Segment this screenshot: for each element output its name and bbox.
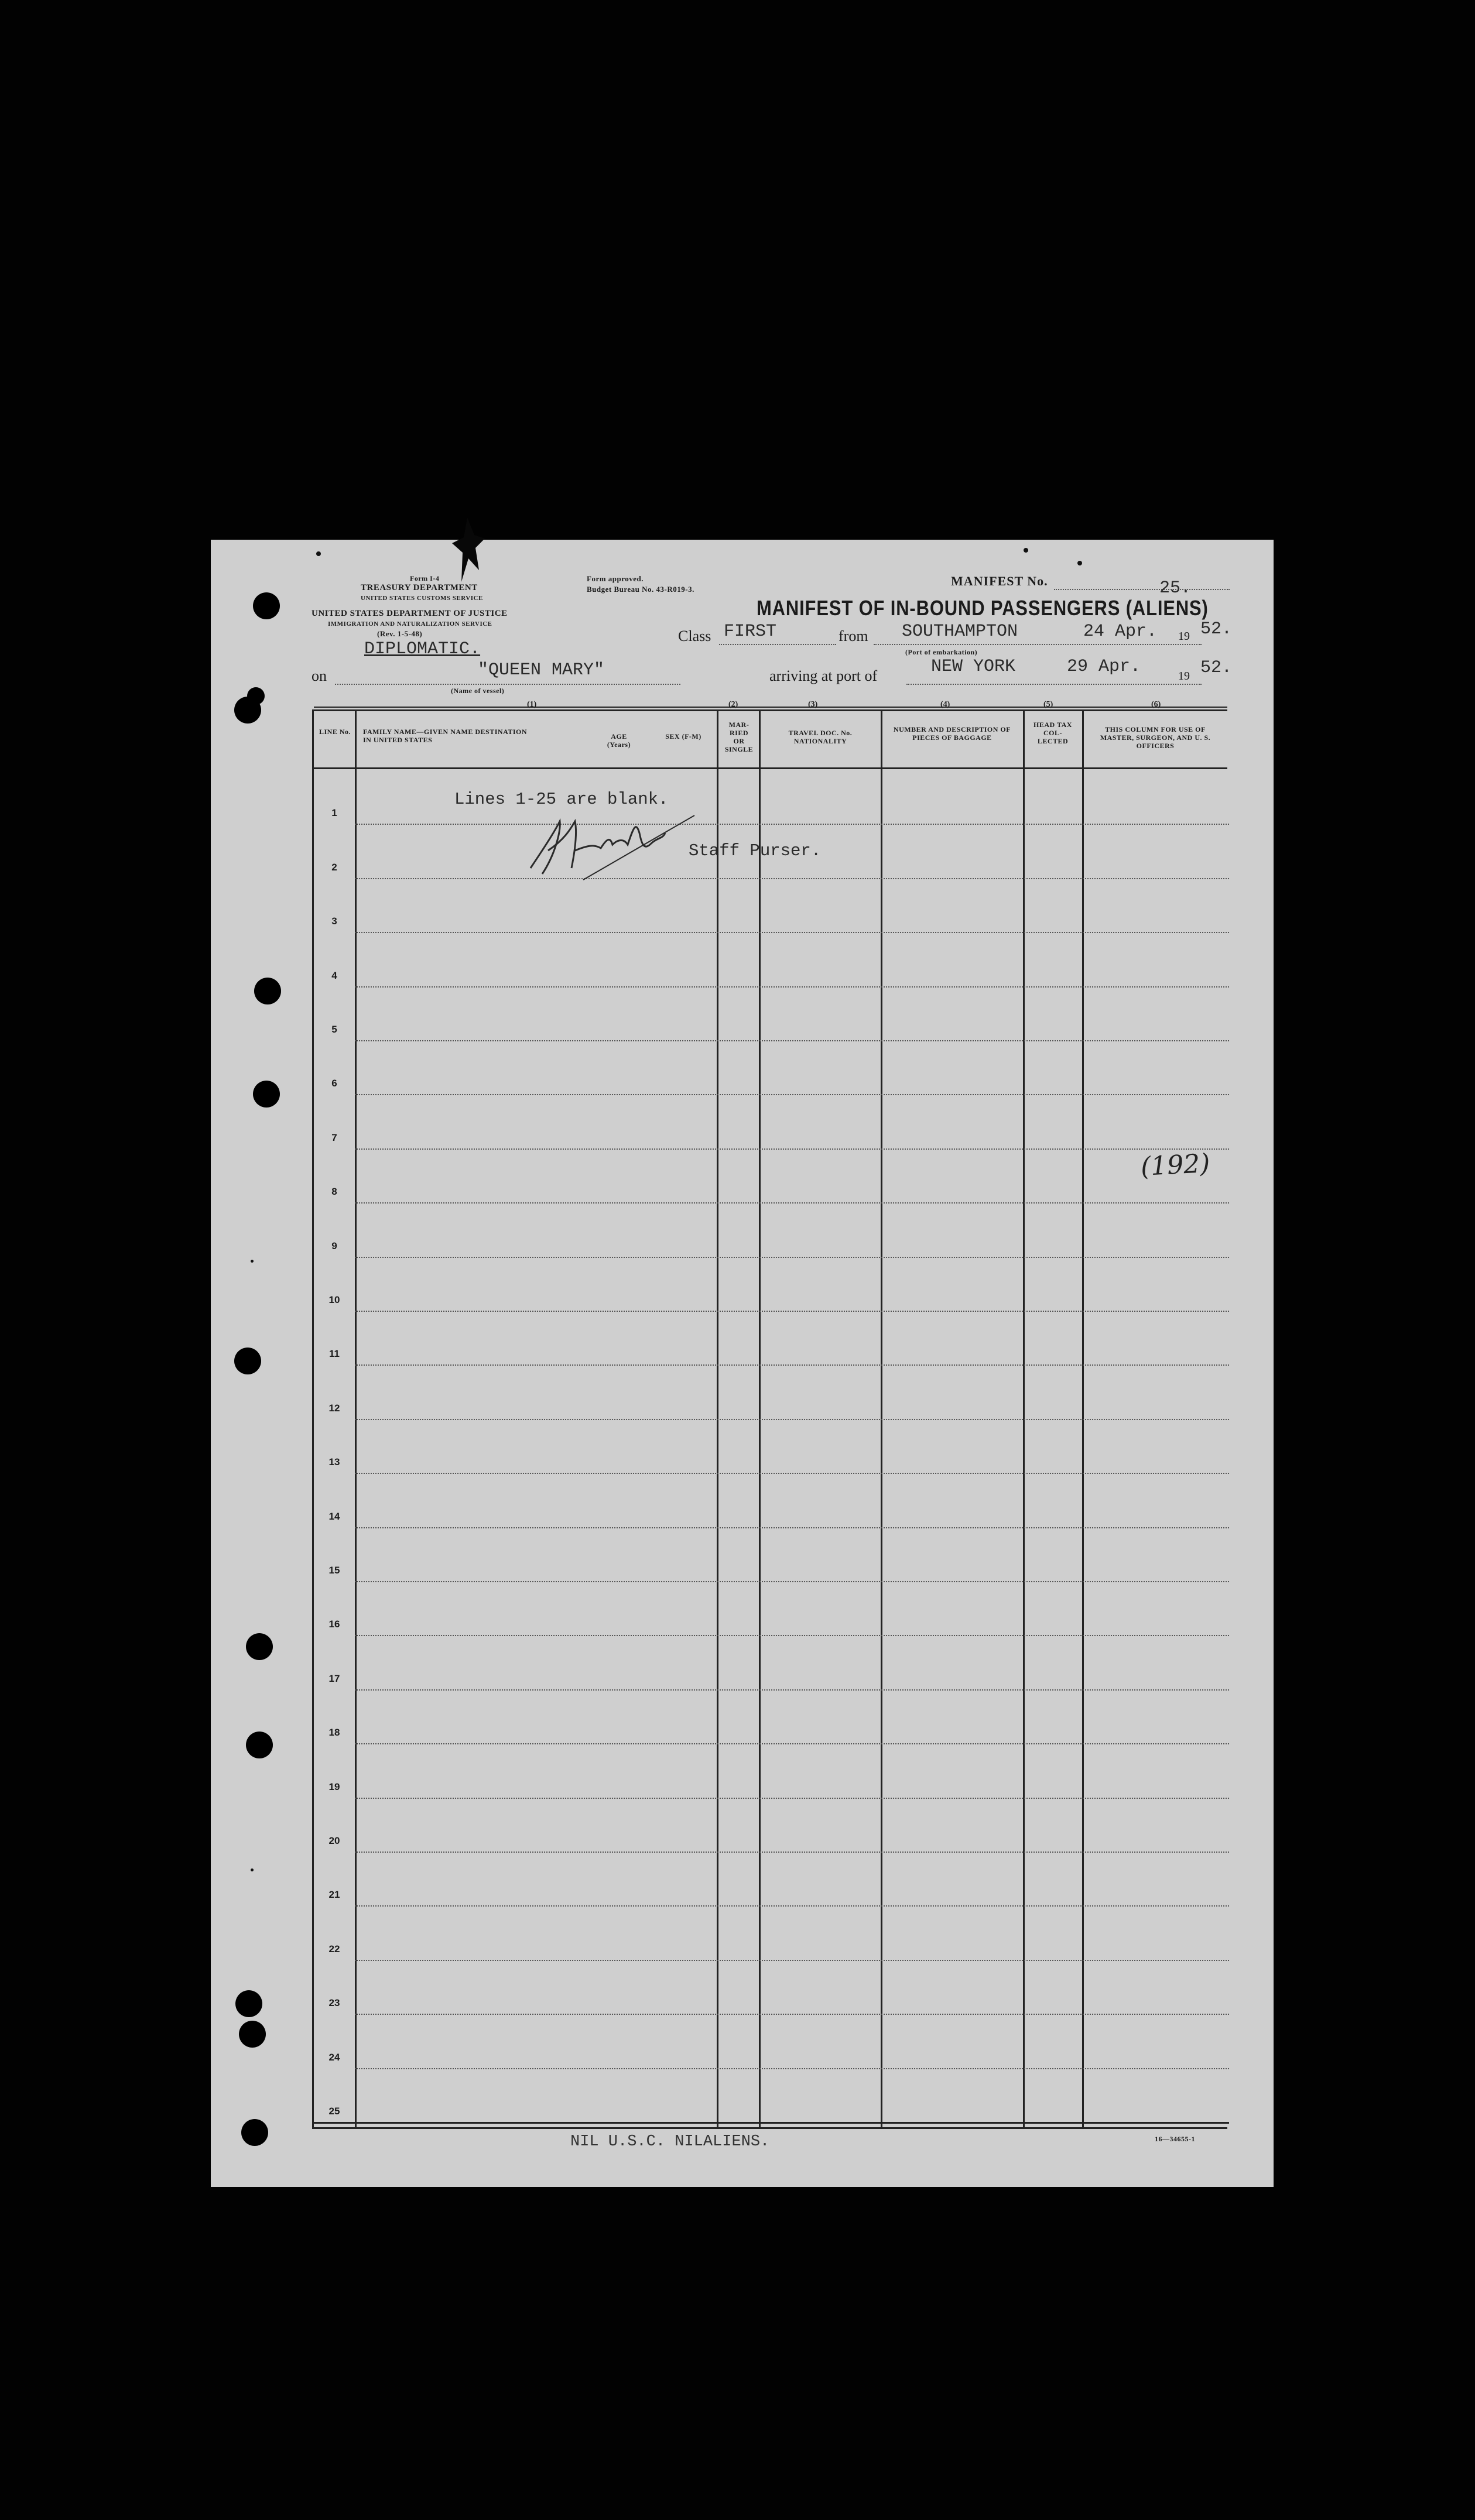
year-prefix: 19 [1178,630,1190,643]
ink-blot [451,517,486,588]
line-number: 12 [328,1402,340,1414]
specks [251,1868,254,1871]
from-date-value: 24 Apr. [1083,622,1158,642]
table-row [355,1960,1229,1961]
table-row [355,1202,1229,1204]
punch-hole [235,1990,262,2017]
column-number: (5) [1043,700,1053,709]
punch-hole [254,978,281,1004]
column-number: (1) [527,700,537,709]
customs-service: UNITED STATES CUSTOMS SERVICE [361,595,483,602]
line-number: 18 [328,1727,340,1739]
line-number: 8 [331,1186,337,1198]
port-embarkation-caption: (Port of embarkation) [905,648,978,656]
budget-bureau: Budget Bureau No. 43-R019-3. [587,585,694,594]
table-row [355,1905,1229,1907]
line-number: 11 [329,1348,340,1360]
line-number: 13 [328,1456,340,1468]
table-row [355,1040,1229,1041]
footer-code: 16—34655-1 [1155,2135,1195,2143]
header-line-no: LINE No. [319,728,351,736]
specks [1024,548,1028,553]
table-row [355,1094,1229,1095]
header-baggage: NUMBER AND DESCRIPTION OF PIECES OF BAGGAGE [893,725,1011,742]
from-label: from [839,628,868,644]
header-married: MAR-RIED OR SINGLE [724,721,754,753]
header-age: AGE (Years) [607,732,631,749]
manifest-title: MANIFEST OF IN-BOUND PASSENGERS (ALIENS) [757,596,1209,620]
arrival-line [906,684,1202,685]
line-number: 17 [328,1672,340,1684]
line-number: 6 [331,1078,337,1089]
table-row [355,2068,1229,2069]
line-number: 22 [328,1943,340,1955]
line-number: 15 [328,1565,340,1576]
table-row [355,1852,1229,1853]
header-sex: SEX (F-M) [665,732,701,740]
line-number: 9 [331,1240,337,1252]
justice-dept: UNITED STATES DEPARTMENT OF JUSTICE [312,609,508,618]
header-rule [314,767,1227,769]
category-value: DIPLOMATIC. [364,639,481,659]
form-number: Form I-4 [410,574,440,582]
table-row [355,1635,1229,1636]
line-number: 19 [328,1781,340,1792]
punch-hole [241,2119,268,2146]
table-row [314,2122,1229,2124]
line-number: 24 [328,2051,340,2063]
manifest-no-line [1054,589,1230,590]
from-line [874,644,1202,645]
arrival-year-value: 52. [1200,658,1233,678]
table-row [355,878,1229,879]
specks [251,1260,254,1263]
vessel-value: "QUEEN MARY" [478,660,605,680]
arriving-label: arriving at port of [769,667,878,684]
staff-purser-title: Staff Purser. [689,841,822,860]
line-number: 5 [331,1024,337,1035]
column-number: (4) [940,700,950,709]
from-year-value: 52. [1200,619,1233,639]
class-value: FIRST [724,622,777,642]
table-row [355,1581,1229,1582]
revision: (Rev. 1-5-48) [377,629,423,638]
class-line [719,644,836,645]
year-prefix: 19 [1178,670,1190,683]
line-number: 2 [331,861,337,873]
footer-note: NIL U.S.C. NILALIENS. [570,2133,770,2151]
form-approved: Form approved. [587,574,644,583]
table-row [355,1364,1229,1366]
class-label: Class [678,628,711,644]
table-top-rule [314,707,1227,708]
passenger-table [312,709,1227,2129]
on-label: on [312,667,327,684]
table-row [355,1419,1229,1420]
header-name: FAMILY NAME—GIVEN NAME DESTINATION IN UNITED STATES [363,728,528,744]
table-row [355,1689,1229,1691]
table-row [355,1257,1229,1258]
treasury-dept: TREASURY DEPARTMENT [361,583,478,592]
table-row [355,932,1229,933]
manifest-no-label: MANIFEST No. [951,574,1048,588]
blank-lines-note: Lines 1-25 are blank. [454,790,669,809]
line-number: 1 [331,807,337,819]
line-number: 21 [328,1889,340,1901]
manifest-no-value: 25. [1159,578,1192,598]
punch-hole [253,592,280,619]
table-row [355,986,1229,988]
line-number: 20 [328,1835,340,1846]
vessel-caption: (Name of vessel) [451,687,505,695]
table-row [355,1743,1229,1744]
table-row [355,1798,1229,1799]
line-number: 25 [328,2106,340,2117]
table-row [355,824,1229,825]
line-number: 23 [328,1997,340,2009]
header-head-tax: HEAD TAX COL-LECTED [1033,721,1072,745]
manifest-document [211,540,1274,2187]
punch-hole [247,687,265,705]
column-number: (6) [1151,700,1161,709]
punch-hole [253,1081,280,1108]
specks [316,551,321,556]
header-travel-doc: TRAVEL DOC. No. NATIONALITY [788,729,853,745]
punch-hole [239,2021,266,2048]
purser-signature [519,810,718,892]
table-row [355,1527,1229,1528]
punch-hole [246,1732,273,1758]
line-number: 14 [328,1510,340,1522]
arrival-date-value: 29 Apr. [1067,657,1141,677]
table-row [355,2014,1229,2015]
handwritten-annotation: (192) [1139,1148,1211,1182]
line-number: 4 [331,969,337,981]
line-number: 10 [328,1294,340,1305]
line-number: 3 [331,916,337,927]
column-number: (2) [728,700,738,709]
punch-hole [246,1633,273,1660]
punch-hole [234,1348,261,1374]
from-port-value: SOUTHAMPTON [902,622,1018,642]
table-row [355,1311,1229,1312]
specks [1077,561,1082,565]
column-number: (3) [808,700,818,709]
header-officers: THIS COLUMN FOR USE OF MASTER, SURGEON, AND U. S. OFFICERS [1100,725,1211,750]
vessel-line [335,684,680,685]
line-number: 7 [331,1132,337,1143]
arrival-port-value: NEW YORK [931,657,1016,677]
table-row [355,1473,1229,1474]
table-row [355,1148,1229,1150]
ins-service: IMMIGRATION AND NATURALIZATION SERVICE [328,620,492,628]
line-number: 16 [328,1619,340,1630]
